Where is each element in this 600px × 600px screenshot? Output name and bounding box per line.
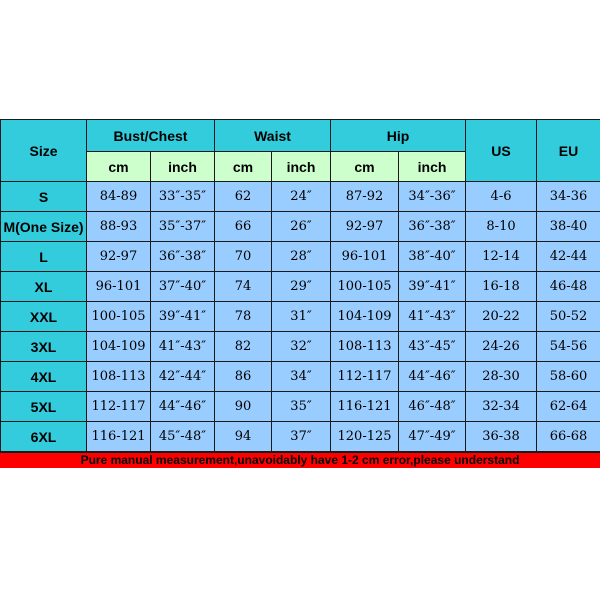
bust-inch-cell: 39″-41″ [151, 302, 215, 332]
hip-cm-cell: 112-117 [331, 362, 399, 392]
table-row [1, 332, 600, 362]
eu-cell: 46-48 [537, 272, 600, 302]
waist-cm-cell: 74 [215, 272, 272, 302]
hip-cm-cell: 92-97 [331, 212, 399, 242]
waist-cm-cell: 82 [215, 332, 272, 362]
waist-inch-cell: 37″ [272, 422, 331, 452]
bust-cm-cell: 96-101 [87, 272, 151, 302]
hip-cm-cell: 96-101 [331, 242, 399, 272]
waist-inch-cell: 24″ [272, 182, 331, 212]
size-cell: S [1, 182, 87, 212]
bust-inch-cell: 33″-35″ [151, 182, 215, 212]
hip-inch-header: inch [399, 152, 466, 182]
hip-inch-cell: 46″-48″ [399, 392, 466, 422]
bust-cm-cell: 84-89 [87, 182, 151, 212]
table-row [1, 182, 600, 212]
waist-inch-cell: 32″ [272, 332, 331, 362]
hip-inch-cell: 44″-46″ [399, 362, 466, 392]
eu-cell: 34-36 [537, 182, 600, 212]
hip-cm-cell: 100-105 [331, 272, 399, 302]
bust-inch-header: inch [151, 152, 215, 182]
bust-inch-cell: 42″-44″ [151, 362, 215, 392]
eu-cell: 54-56 [537, 332, 600, 362]
measurement-note: Pure manual measurement,unavoidably have 1-2 cm error,please understand [0, 452, 600, 468]
size-cell: XL [1, 272, 87, 302]
waist-cm-cell: 66 [215, 212, 272, 242]
bust-cm-header: cm [87, 152, 151, 182]
us-cell: 4-6 [466, 182, 537, 212]
waist-cm-header: cm [215, 152, 272, 182]
us-cell: 12-14 [466, 242, 537, 272]
size-table [0, 119, 600, 452]
waist-cm-cell: 78 [215, 302, 272, 332]
table-row [1, 362, 600, 392]
us-cell: 24-26 [466, 332, 537, 362]
eu-cell: 42-44 [537, 242, 600, 272]
waist-inch-cell: 26″ [272, 212, 331, 242]
hip-inch-cell: 36″-38″ [399, 212, 466, 242]
hip-inch-cell: 39″-41″ [399, 272, 466, 302]
bust-header: Bust/Chest [87, 120, 215, 152]
size-cell: XXL [1, 302, 87, 332]
eu-cell: 66-68 [537, 422, 600, 452]
waist-cm-cell: 86 [215, 362, 272, 392]
table-row [1, 242, 600, 272]
table-row [1, 302, 600, 332]
us-cell: 16-18 [466, 272, 537, 302]
size-cell: L [1, 242, 87, 272]
hip-inch-cell: 34″-36″ [399, 182, 466, 212]
waist-inch-cell: 31″ [272, 302, 331, 332]
waist-cm-cell: 62 [215, 182, 272, 212]
table-row [1, 392, 600, 422]
hip-cm-cell: 116-121 [331, 392, 399, 422]
size-cell: 5XL [1, 392, 87, 422]
hip-inch-cell: 47″-49″ [399, 422, 466, 452]
hip-cm-header: cm [331, 152, 399, 182]
waist-inch-cell: 28″ [272, 242, 331, 272]
hip-cm-cell: 104-109 [331, 302, 399, 332]
waist-header: Waist [215, 120, 331, 152]
us-cell: 8-10 [466, 212, 537, 242]
hip-inch-cell: 43″-45″ [399, 332, 466, 362]
size-cell: 4XL [1, 362, 87, 392]
us-cell: 36-38 [466, 422, 537, 452]
table-row [1, 212, 600, 242]
eu-header: EU [537, 120, 600, 182]
waist-cm-cell: 70 [215, 242, 272, 272]
bust-cm-cell: 116-121 [87, 422, 151, 452]
bust-cm-cell: 92-97 [87, 242, 151, 272]
waist-inch-cell: 29″ [272, 272, 331, 302]
eu-cell: 62-64 [537, 392, 600, 422]
waist-inch-header: inch [272, 152, 331, 182]
bust-inch-cell: 41″-43″ [151, 332, 215, 362]
eu-cell: 50-52 [537, 302, 600, 332]
bust-cm-cell: 112-117 [87, 392, 151, 422]
bust-cm-cell: 104-109 [87, 332, 151, 362]
waist-inch-cell: 35″ [272, 392, 331, 422]
header-row [1, 120, 600, 152]
size-cell: M(One Size) [1, 212, 87, 242]
bust-inch-cell: 45″-48″ [151, 422, 215, 452]
hip-header: Hip [331, 120, 466, 152]
bust-inch-cell: 44″-46″ [151, 392, 215, 422]
waist-inch-cell: 34″ [272, 362, 331, 392]
size-cell: 6XL [1, 422, 87, 452]
table-row [1, 272, 600, 302]
size-cell: 3XL [1, 332, 87, 362]
us-cell: 28-30 [466, 362, 537, 392]
us-cell: 32-34 [466, 392, 537, 422]
hip-cm-cell: 120-125 [331, 422, 399, 452]
size-chart [0, 119, 600, 468]
waist-cm-cell: 94 [215, 422, 272, 452]
bust-cm-cell: 100-105 [87, 302, 151, 332]
eu-cell: 58-60 [537, 362, 600, 392]
us-cell: 20-22 [466, 302, 537, 332]
us-header: US [466, 120, 537, 182]
bust-inch-cell: 35″-37″ [151, 212, 215, 242]
hip-inch-cell: 38″-40″ [399, 242, 466, 272]
bust-cm-cell: 108-113 [87, 362, 151, 392]
hip-cm-cell: 87-92 [331, 182, 399, 212]
bust-inch-cell: 36″-38″ [151, 242, 215, 272]
table-row [1, 422, 600, 452]
bust-inch-cell: 37″-40″ [151, 272, 215, 302]
waist-cm-cell: 90 [215, 392, 272, 422]
size-header: Size [1, 120, 87, 182]
eu-cell: 38-40 [537, 212, 600, 242]
hip-inch-cell: 41″-43″ [399, 302, 466, 332]
bust-cm-cell: 88-93 [87, 212, 151, 242]
hip-cm-cell: 108-113 [331, 332, 399, 362]
